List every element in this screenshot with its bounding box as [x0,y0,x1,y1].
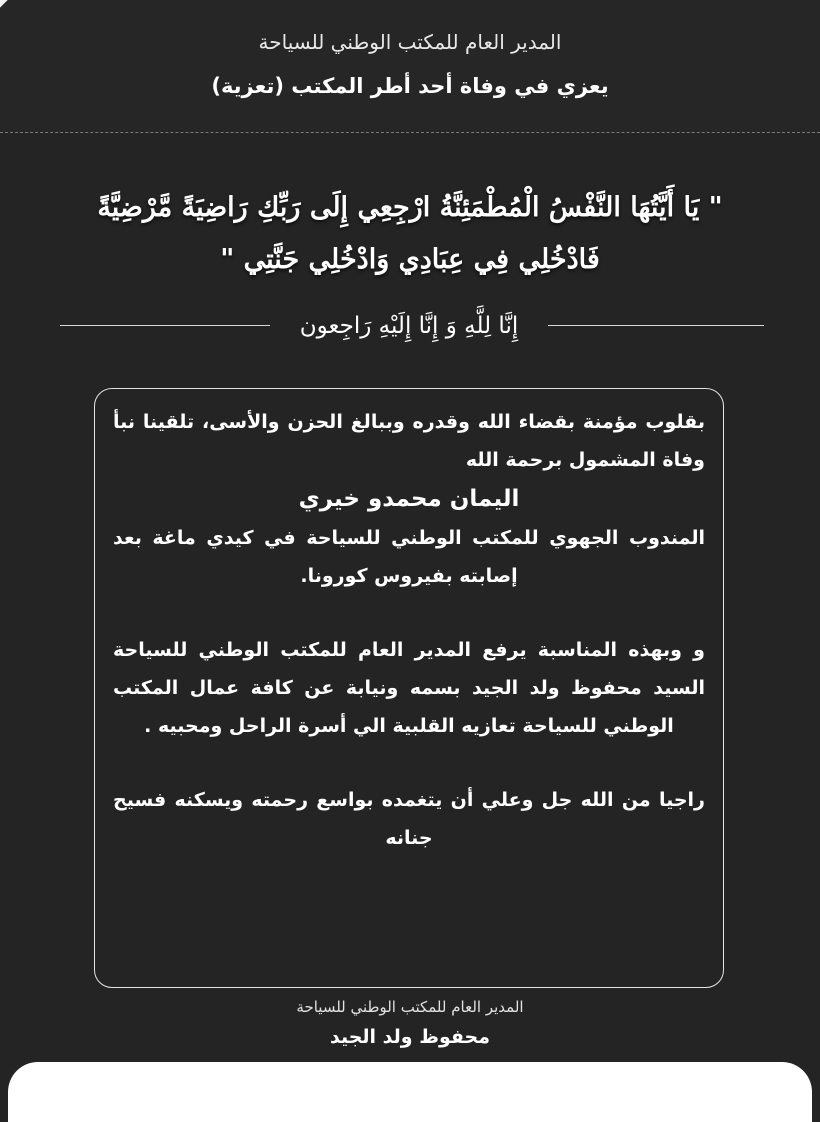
message-body [113,403,705,857]
message-paragraph-intro: بقلوب مؤمنة بقضاء الله وقدره وببالغ الحزن والأسى، تلقينا نبأ وفاة المشمول برحمة الله [113,411,705,471]
signature-name: محفوظ ولد الجيد [330,1026,490,1048]
message-paragraph-prayer: راجيا من الله جل وعلي أن يتغمده بواسع رحمته ويسكنه فسيح جنانه [113,789,705,849]
deceased-name: اليمان محمدو خيري [298,486,520,512]
verse-line-2: فَادْخُلِي فِي عِبَادِي وَادْخُلِي جَنَّتِي " [220,244,600,275]
message-paragraph-position: المندوب الجهوي للمكتب الوطني للسياحة في كيدي ماغة بعد إصابته بفيروس كورونا. [113,527,705,587]
inna-lillah-text: إِنَّا لِلَّهِ وَ إِنَّا إِلَيْهِ رَاجِعون [299,313,519,339]
verse-line-1: " يَا أَيَّتُهَا النَّفْسُ الْمُطْمَئِنَّةُ ارْجِعِي إِلَى رَبِّكِ رَاضِيَةً مَّرْضِيَّةً [97,192,723,223]
header-band [0,0,820,133]
bottom-panel [8,1062,812,1122]
header-title: يعزي في وفاة أحد أطر المكتب (تعزية) [211,74,609,98]
divider-left [60,325,270,326]
message-box [94,388,724,988]
spacer [113,745,705,781]
divider-right [548,325,764,326]
signature-title: المدير العام للمكتب الوطني للسياحة [296,998,524,1016]
header-subtitle: المدير العام للمكتب الوطني للسياحة [258,30,562,54]
inna-lillah-row [0,306,820,346]
quran-verse [40,182,780,286]
message-paragraph-condolence: و وبهذه المناسبة يرفع المدير العام للمكتب الوطني للسياحة السيد محفوظ ولد الجيد بسمه ونيابة عن كافة عمال المكتب الوطني للسياحة تعازيه القلبية الي أسرة الراحل ومحبيه . [113,639,705,737]
spacer [113,595,705,631]
